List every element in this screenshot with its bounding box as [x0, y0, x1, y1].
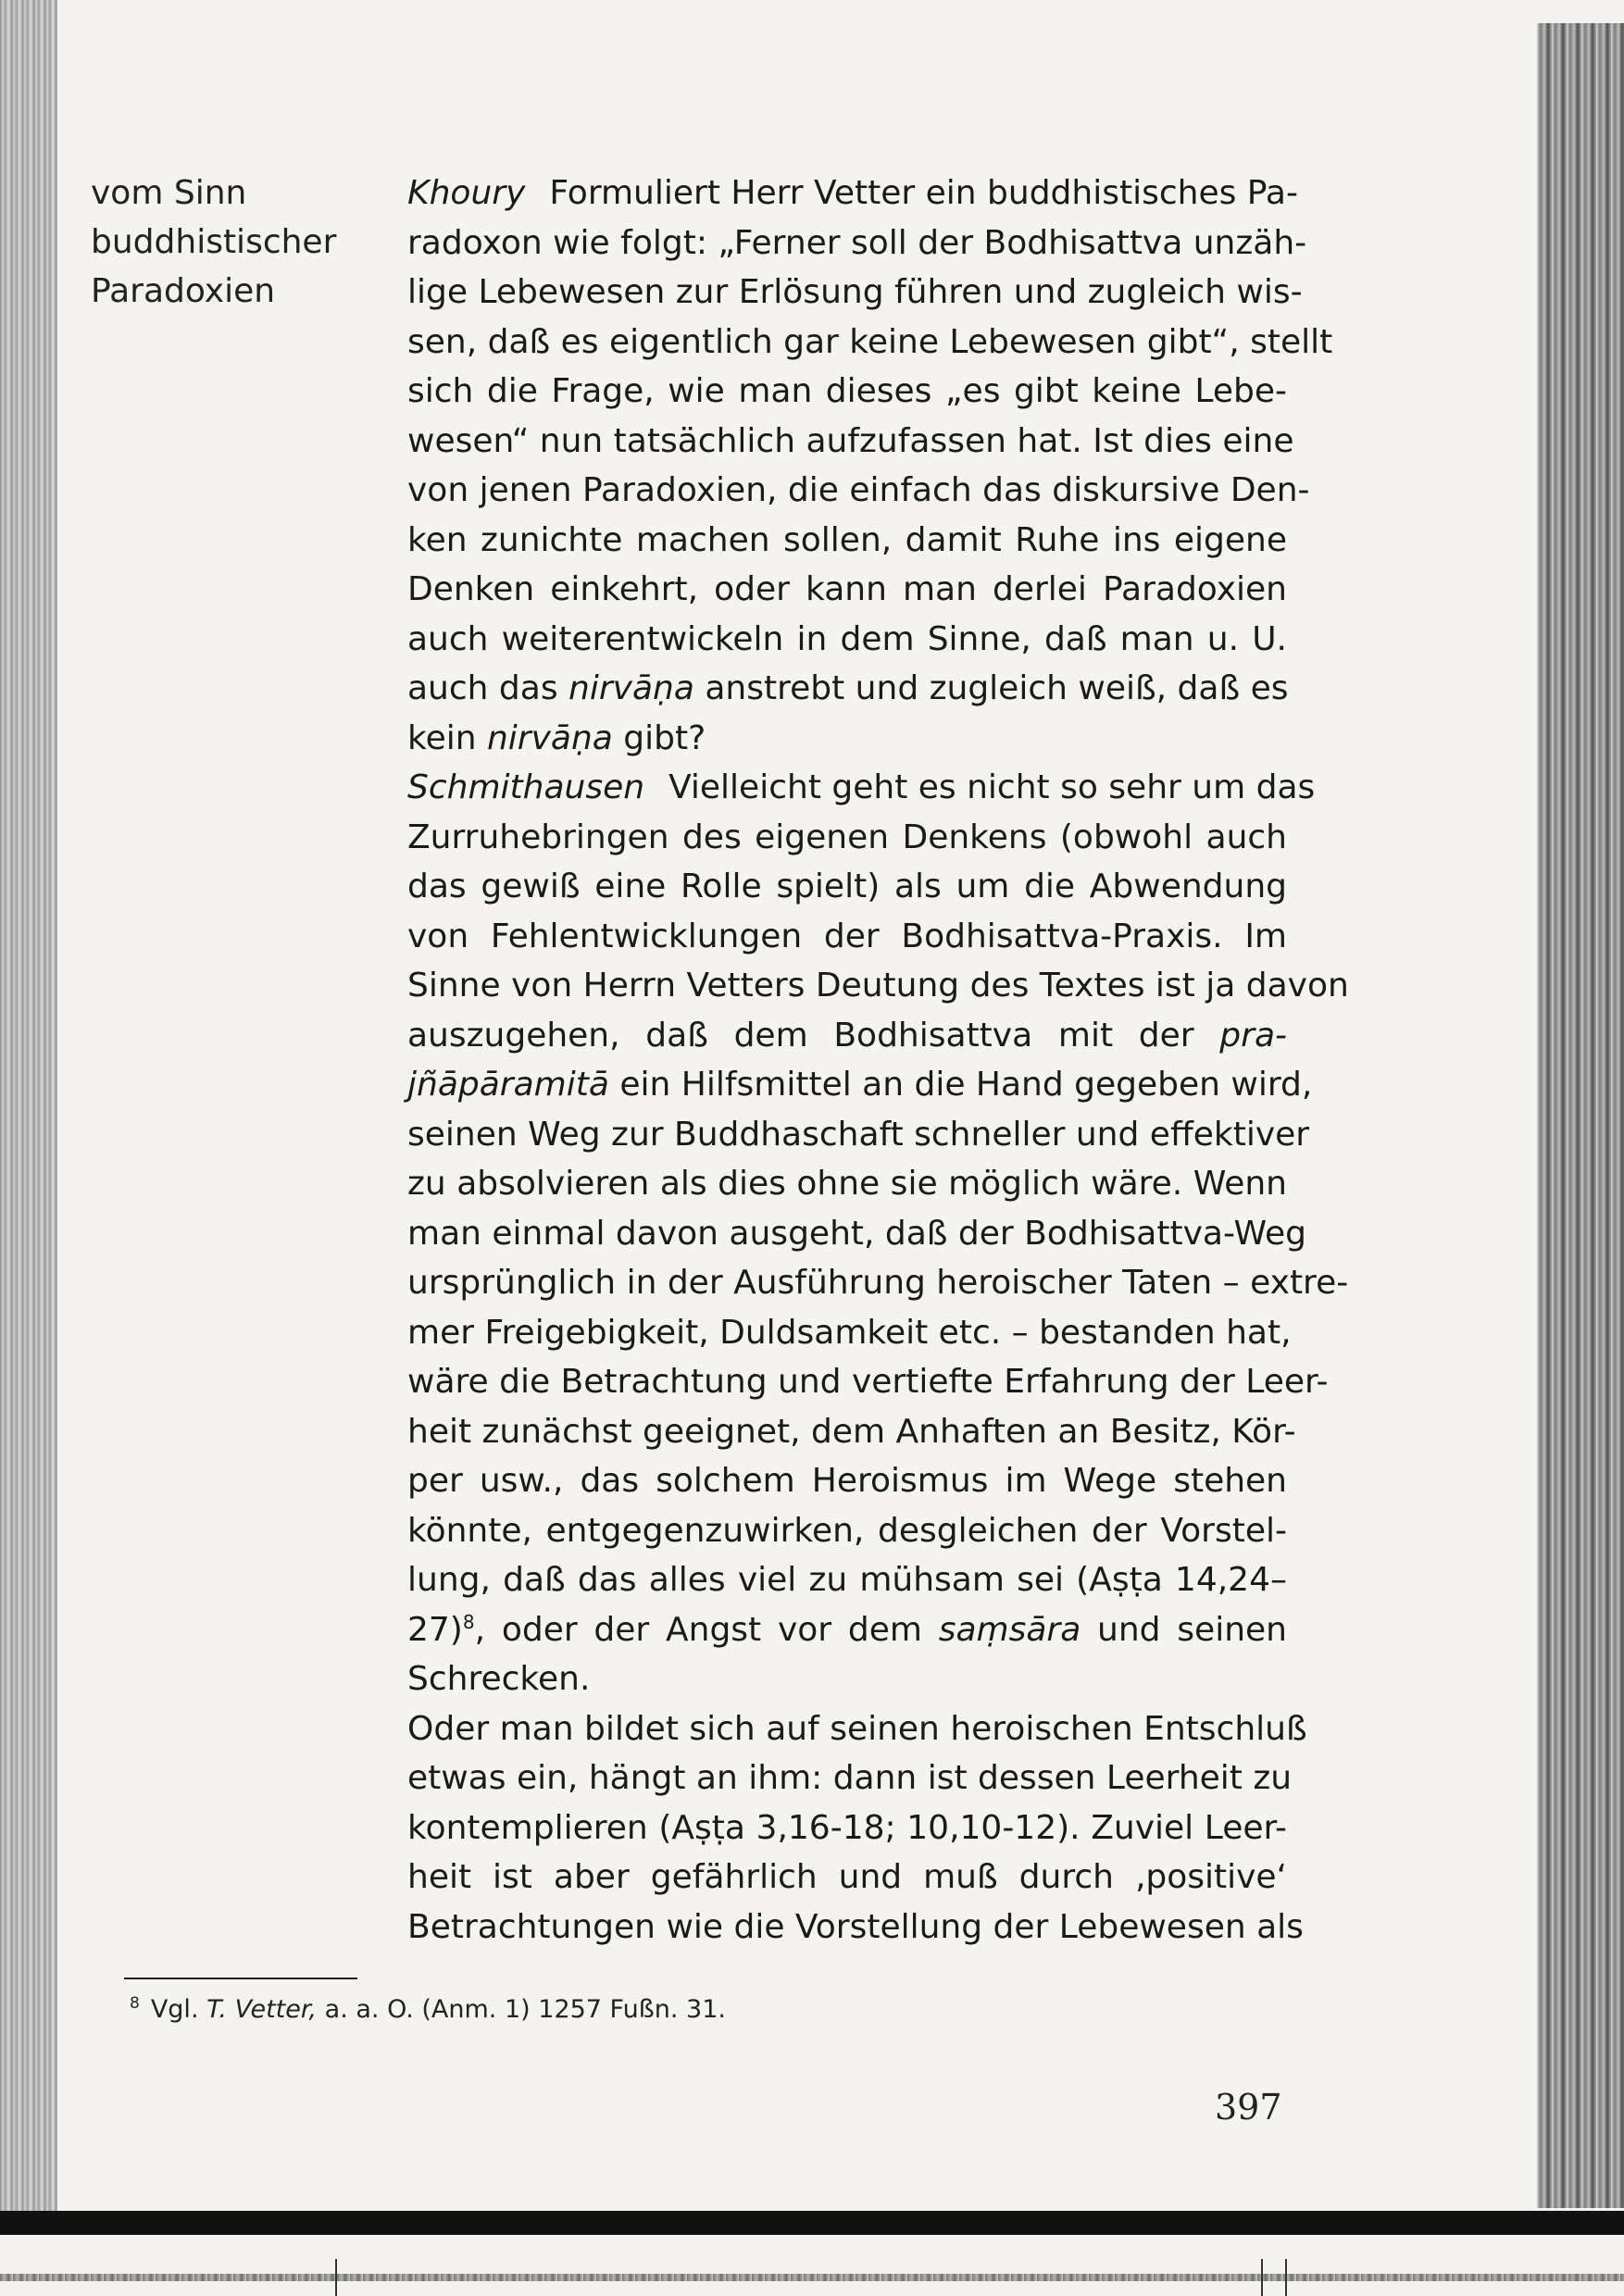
scan-bottom-edge: [0, 2211, 1624, 2235]
scan-tick: [335, 2259, 337, 2296]
text-run: das gewiß eine Rolle spielt) als um die Abwendung: [407, 867, 1287, 905]
text-line: [407, 417, 1294, 467]
text-line: [407, 862, 1287, 912]
italic-term: T. Vetter,: [206, 1995, 318, 2024]
text-run: sen, daß es eigentlich gar keine Lebewesen gibt“, stellt: [407, 322, 1333, 361]
italic-term: saṃsāra: [938, 1610, 1081, 1649]
margin-note-line: Paradoxien: [91, 272, 276, 310]
scan-binding-left: [0, 0, 57, 2222]
text-run: anstrebt und zugleich weiß, daß es: [693, 669, 1289, 707]
text-run: heit ist aber gefährlich und muß durch ‚positive‘: [407, 1858, 1287, 1896]
text-line: [407, 1753, 1293, 1803]
footnote-rule: [124, 1978, 357, 1979]
text-run: könnte, entgegenzuwirken, desgleichen der Vorstel-: [407, 1511, 1287, 1550]
scan-binding-right: [1537, 23, 1624, 2208]
text-run: wesen“ nun tatsächlich aufzufassen hat. Ist dies eine: [407, 421, 1294, 460]
text-line: [407, 516, 1287, 566]
text-run: etwas ein, hängt an ihm: dann ist dessen Leerheit zu: [407, 1759, 1293, 1797]
text-line: [407, 268, 1303, 318]
text-line: [407, 565, 1287, 615]
text-run: ursprünglich in der Ausführung heroischer Taten – extre-: [407, 1264, 1349, 1302]
text-line: [407, 912, 1287, 962]
text-line: [407, 664, 1287, 714]
italic-term: jñāpāramitā: [407, 1066, 609, 1104]
text-run: Denken einkehrt, oder kann man derlei Paradoxien: [407, 570, 1287, 608]
text-line: [407, 1357, 1329, 1407]
italic-term: nirvāṇa: [568, 669, 694, 707]
page-number: 397: [1215, 2087, 1282, 2128]
text-run: , oder der Angst vor dem: [474, 1610, 939, 1649]
text-line: [407, 714, 1287, 764]
text-run: ken zunichte machen sollen, damit Ruhe ins eigene: [407, 520, 1287, 559]
text-run: wäre die Betrachtung und vertiefte Erfahrung der Leer-: [407, 1363, 1329, 1401]
text-line: [407, 168, 1298, 218]
text-run: auch das: [407, 669, 569, 707]
text-line: [407, 318, 1333, 368]
text-line: [407, 1258, 1349, 1308]
text-run: per usw., das solchem Heroismus im Wege stehen: [407, 1462, 1287, 1500]
footnote: [130, 1994, 726, 2024]
italic-term: pra-: [1219, 1016, 1287, 1054]
text-run: Betrachtungen wie die Vorstellung der Lebewesen als: [407, 1907, 1304, 1946]
text-run: von Fehlentwicklungen der Bodhisattva-Praxis. Im: [407, 917, 1287, 955]
text-line: [407, 1605, 1287, 1655]
text-line: [407, 1407, 1296, 1457]
text-run: seinen Weg zur Buddhaschaft schneller und effektiver: [407, 1115, 1310, 1154]
text-run: 27): [407, 1610, 463, 1649]
italic-term: nirvāṇa: [486, 718, 613, 757]
text-run: kontemplieren (Aṣṭa 3,16-18; 10,10-12). Zuviel Leer-: [407, 1808, 1287, 1847]
text-run: kein: [407, 718, 487, 757]
text-line: [407, 218, 1307, 268]
text-run: gibt?: [612, 718, 706, 757]
text-line: [407, 1110, 1310, 1160]
scan-tick: [1261, 2259, 1263, 2296]
text-line: [407, 615, 1287, 665]
text-line: [407, 1853, 1287, 1903]
discussion-text: [407, 168, 1349, 1952]
paragraph: [407, 1704, 1307, 1953]
text-run: Oder man bildet sich auf seinen heroischen Entschluß: [407, 1709, 1307, 1748]
text-run: auch weiterentwickeln in dem Sinne, daß man u. U.: [407, 619, 1287, 658]
text-run: auszugehen, daß dem Bodhisattva mit der: [407, 1016, 1220, 1054]
text-run: Vielleicht geht es nicht so sehr um das: [668, 768, 1316, 806]
text-run: radoxon wie folgt: „Ferner soll der Bodhisattva unzäh-: [407, 223, 1307, 262]
text-line: [407, 367, 1287, 417]
text-line: [407, 1209, 1306, 1259]
text-run: Formuliert Herr Vetter ein buddhistisches Pa-: [549, 174, 1298, 212]
text-line: [407, 466, 1310, 516]
speaker-name: Schmithausen: [407, 768, 645, 806]
text-run: von jenen Paradoxien, die einfach das diskursive Den-: [407, 471, 1310, 509]
paragraph: [407, 168, 1333, 763]
speaker-name: Khoury: [407, 174, 526, 212]
text-run: zu absolvieren als dies ohne sie möglich wäre. Wenn: [407, 1165, 1287, 1203]
text-line: [407, 961, 1349, 1011]
text-run: heit zunächst geeignet, dem Anhaften an Besitz, Kör-: [407, 1412, 1296, 1451]
text-line: [407, 1555, 1287, 1605]
text-run: lung, daß das alles viel zu mühsam sei (Aṣṭa 14,24–: [407, 1561, 1287, 1599]
text-run: Schrecken.: [407, 1660, 591, 1698]
text-line: [407, 1011, 1287, 1061]
paragraph: [407, 763, 1349, 1704]
text-run: Vgl.: [150, 1995, 207, 2024]
text-line: [407, 1704, 1307, 1754]
text-run: und seinen: [1081, 1610, 1287, 1649]
text-line: [407, 763, 1316, 813]
text-line: [407, 1159, 1287, 1209]
text-run: sich die Frage, wie man dieses „es gibt keine Lebe-: [407, 372, 1287, 410]
text-line: [407, 1654, 1287, 1704]
text-line: [407, 1803, 1287, 1853]
text-run: Zurruhebringen des eigenen Denkens (obwohl auch: [407, 817, 1287, 856]
text-line: [407, 1308, 1292, 1358]
text-run: mer Freigebigkeit, Duldsamkeit etc. – bestanden hat,: [407, 1313, 1292, 1352]
margin-note-line: buddhistischer: [91, 223, 337, 261]
text-run: lige Lebewesen zur Erlösung führen und zugleich wis-: [407, 273, 1303, 311]
text-line: [407, 1903, 1304, 1953]
text-line: [407, 813, 1287, 863]
text-run: ein Hilfsmittel an die Hand gegeben wird,: [608, 1066, 1313, 1104]
margin-note: [91, 168, 341, 316]
text-run: a. a. O. (Anm. 1) 1257 Fußn. 31.: [317, 1995, 726, 2024]
margin-note-line: vom Sinn: [91, 174, 247, 212]
text-line: [407, 1506, 1287, 1556]
text-line: [407, 1456, 1287, 1506]
footnote-reference: 8: [462, 1610, 475, 1633]
text-run: Sinne von Herrn Vetters Deutung des Textes ist ja davon: [407, 967, 1349, 1004]
scan-tick: [1285, 2259, 1287, 2296]
text-run: man einmal davon ausgeht, daß der Bodhisattva-Weg: [407, 1214, 1306, 1253]
scan-bottom-strip: [0, 2274, 1624, 2281]
text-line: [407, 1060, 1313, 1110]
footnote-mark: 8: [130, 1994, 140, 2013]
